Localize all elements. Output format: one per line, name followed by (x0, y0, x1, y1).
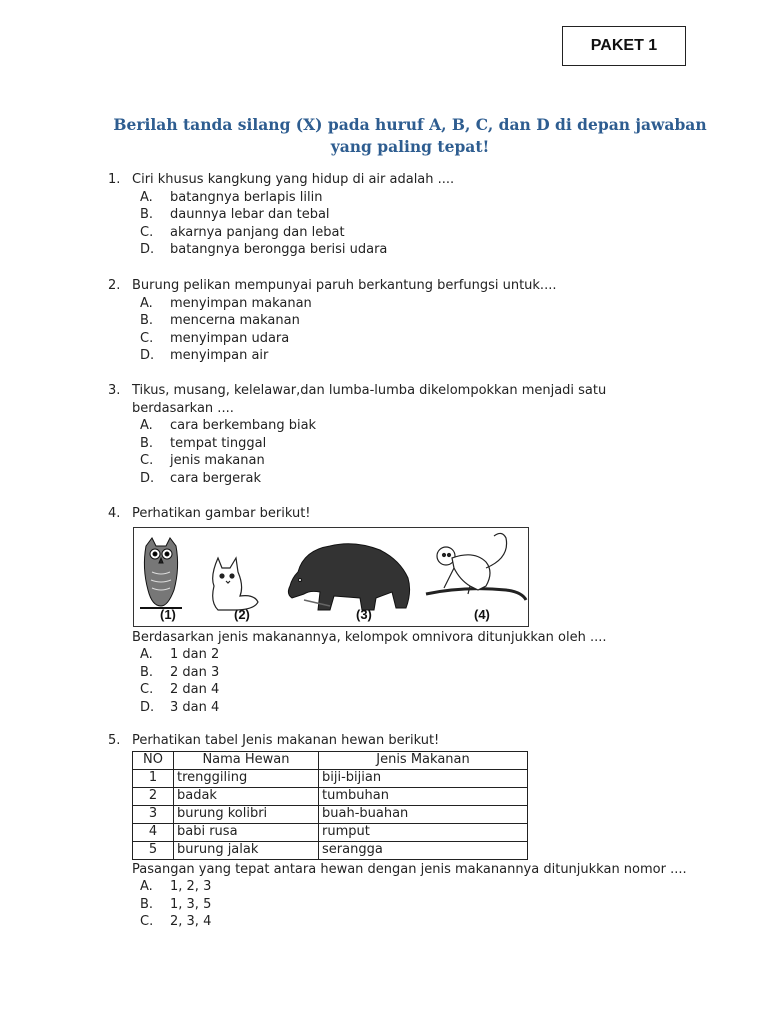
option-b[interactable] (108, 896, 708, 914)
animal-figure (133, 527, 529, 627)
option-a[interactable] (108, 417, 708, 435)
cell-no: 3 (133, 805, 174, 823)
option-text: cara bergerak (170, 470, 262, 486)
cell-no: 4 (133, 823, 174, 841)
option-letter: D. (140, 348, 155, 364)
option-text: 1, 2, 3 (170, 879, 212, 895)
option-letter: B. (140, 435, 154, 451)
option-d[interactable] (108, 347, 708, 365)
option-a[interactable] (108, 878, 708, 896)
question-1 (108, 171, 708, 259)
option-text: 1, 3, 5 (170, 896, 212, 912)
option-text: 2 dan 4 (170, 682, 220, 698)
column-header-animal: Nama Hewan (174, 751, 319, 769)
option-a[interactable] (108, 295, 708, 313)
question-number: 2. (108, 278, 121, 293)
question-4 (108, 505, 708, 717)
cell-no: 1 (133, 769, 174, 787)
option-letter: B. (140, 207, 154, 223)
instruction-heading: Berilah tanda silang (X) pada huruf A, B, C, dan D di depan jawaban yang paling tepat! (113, 115, 707, 156)
option-text: akarnya panjang dan lebat (170, 224, 345, 240)
table-row (133, 787, 528, 805)
cell-animal: trenggiling (174, 769, 319, 787)
option-d[interactable] (108, 470, 708, 488)
question-number: 1. (108, 172, 121, 187)
option-d[interactable] (108, 241, 708, 259)
option-letter: B. (140, 664, 154, 680)
option-letter: D. (140, 470, 155, 486)
column-header-no: NO (133, 751, 174, 769)
option-c[interactable] (108, 330, 708, 348)
table-header-row (133, 751, 528, 769)
cell-animal: babi rusa (174, 823, 319, 841)
table-row (133, 805, 528, 823)
option-a[interactable] (108, 646, 708, 664)
option-letter: C. (140, 682, 154, 698)
question-text: Perhatikan tabel Jenis makanan hewan berikut! (132, 733, 440, 748)
option-text: cara berkembang biak (170, 418, 317, 434)
option-letter: C. (140, 914, 154, 930)
figure-label-4: (4) (474, 607, 490, 622)
cell-food: rumput (319, 823, 528, 841)
option-text: menyimpan air (170, 348, 269, 364)
option-a[interactable] (108, 189, 708, 207)
option-letter: A. (140, 879, 153, 895)
question-3 (108, 382, 708, 488)
option-letter: A. (140, 418, 153, 434)
option-b[interactable] (108, 664, 708, 682)
figure-label-1: (1) (160, 607, 176, 622)
option-text: 3 dan 4 (170, 699, 220, 715)
question-5 (108, 732, 708, 931)
option-letter: A. (140, 295, 153, 311)
option-letter: D. (140, 242, 155, 258)
option-letter: C. (140, 224, 154, 240)
option-text: batangnya berongga berisi udara (170, 242, 388, 258)
option-text: tempat tinggal (170, 435, 267, 451)
option-letter: D. (140, 699, 155, 715)
question-number: 3. (108, 383, 121, 398)
option-d[interactable] (108, 699, 708, 717)
cell-no: 2 (133, 787, 174, 805)
question-text: Burung pelikan mempunyai paruh berkantung berfungsi untuk.... (132, 278, 557, 293)
option-b[interactable] (108, 312, 708, 330)
option-letter: B. (140, 313, 154, 329)
option-text: mencerna makanan (170, 313, 300, 329)
cell-food: tumbuhan (319, 787, 528, 805)
kitten-image (213, 558, 258, 610)
column-header-food: Jenis Makanan (319, 751, 528, 769)
figure-label-3: (3) (356, 607, 372, 622)
option-text: 1 dan 2 (170, 647, 220, 663)
animal-illustrations (134, 528, 528, 626)
table-row (133, 841, 528, 859)
option-b[interactable] (108, 435, 708, 453)
bear-image (288, 543, 409, 609)
option-text: daunnya lebar dan tebal (170, 207, 330, 223)
question-2 (108, 277, 708, 365)
cell-food: buah-buahan (319, 805, 528, 823)
option-c[interactable] (108, 224, 708, 242)
cell-animal: burung jalak (174, 841, 319, 859)
option-letter: C. (140, 453, 154, 469)
table-row (133, 769, 528, 787)
question-text: Perhatikan gambar berikut! (132, 506, 311, 521)
figure-label-2: (2) (234, 607, 250, 622)
question-follow-up: Berdasarkan jenis makanannya, kelompok omnivora ditunjukkan oleh .... (132, 629, 607, 645)
option-text: menyimpan makanan (170, 295, 312, 311)
cell-animal: burung kolibri (174, 805, 319, 823)
option-letter: A. (140, 189, 153, 205)
option-text: menyimpan udara (170, 330, 290, 346)
option-text: jenis makanan (170, 453, 265, 469)
option-text: 2 dan 3 (170, 664, 220, 680)
table-row (133, 823, 528, 841)
option-c[interactable] (108, 681, 708, 699)
cell-animal: badak (174, 787, 319, 805)
option-text: 2, 3, 4 (170, 914, 212, 930)
question-number: 4. (108, 506, 121, 521)
cell-food: biji-bijian (319, 769, 528, 787)
option-b[interactable] (108, 206, 708, 224)
option-letter: C. (140, 330, 154, 346)
owl-image (140, 538, 182, 608)
option-letter: B. (140, 896, 154, 912)
option-text: batangnya berlapis lilin (170, 189, 323, 205)
monkey-image (426, 533, 526, 600)
cell-food: serangga (319, 841, 528, 859)
option-c[interactable] (108, 913, 708, 931)
question-text: Tikus, musang, kelelawar,dan lumba-lumba dikelompokkan menjadi satu berdasarkan .... (132, 383, 607, 416)
question-follow-up: Pasangan yang tepat antara hewan dengan jenis makanannya ditunjukkan nomor .... (132, 861, 687, 877)
paket-label: PAKET 1 (562, 26, 686, 66)
animal-food-table (132, 751, 528, 860)
question-text: Ciri khusus kangkung yang hidup di air adalah .... (132, 172, 455, 187)
question-number: 5. (108, 733, 121, 748)
cell-no: 5 (133, 841, 174, 859)
option-c[interactable] (108, 452, 708, 470)
option-letter: A. (140, 647, 153, 663)
